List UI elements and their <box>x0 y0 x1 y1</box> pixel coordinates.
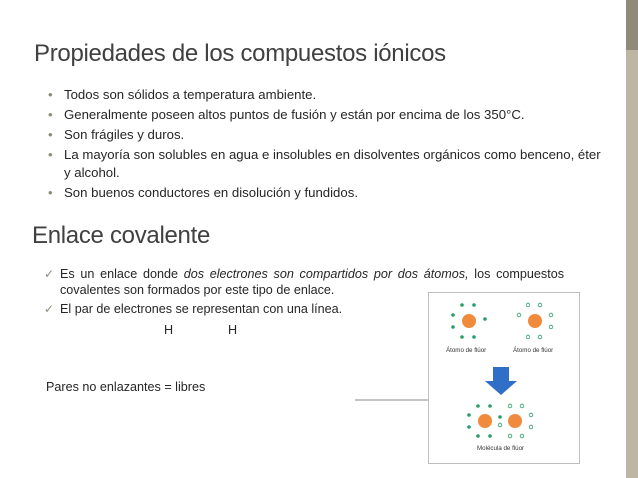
reaction-arrow-icon <box>485 367 517 395</box>
checkmark-icon: ✓ <box>44 267 55 281</box>
atom-left-caption: Átomo de flúor <box>446 347 487 354</box>
pointer-arrow-icon <box>355 396 439 408</box>
bullet-icon: • <box>48 87 53 102</box>
list-item: ✓ El par de electrones se representan con una línea. <box>44 302 343 316</box>
right-accent-strip <box>626 0 638 478</box>
right-accent-band <box>626 0 638 50</box>
atom-right-caption: Átomo de flúor <box>513 347 554 354</box>
lone-pairs-text: Pares no enlazantes = libres <box>46 380 206 394</box>
molecule-caption: Molécula de flúor <box>477 445 525 452</box>
bullet-icon: • <box>48 147 53 162</box>
fluorine-figure <box>428 292 580 464</box>
list-item: • Generalmente poseen altos puntos de fusión y están por encima de los 350°C. <box>48 107 525 122</box>
checkmark-icon: ✓ <box>44 302 55 316</box>
list-item: ✓ Es un enlace donde dos electrones son compartidos por dos átomos, los compuestos covalentes son formados por este tipo de enlace. <box>44 267 564 297</box>
properties-list <box>44 86 604 204</box>
hydrogen-label-left: H <box>164 323 174 337</box>
list-item: • La mayoría son solubles en agua e insolubles en disolventes orgánicos como benceno, éter y alcohol. <box>48 147 601 180</box>
fluorine-diagram <box>429 293 579 463</box>
section-title: Enlace covalente <box>32 222 210 249</box>
list-item: • Son frágiles y duros. <box>48 127 185 142</box>
fluorine-molecule <box>467 404 533 438</box>
fluorine-atom-right <box>517 303 553 339</box>
hydrogen-label-right: H <box>228 323 238 337</box>
bullet-icon: • <box>48 107 53 122</box>
bullet-icon: • <box>48 127 53 142</box>
list-item: • Todos son sólidos a temperatura ambiente. <box>48 87 317 102</box>
slide-title: Propiedades de los compuestos iónicos <box>34 40 446 67</box>
fluorine-atom-left <box>451 303 487 339</box>
bullet-icon: • <box>48 185 53 200</box>
list-item: • Son buenos conductores en disolución y fundidos. <box>48 185 358 200</box>
